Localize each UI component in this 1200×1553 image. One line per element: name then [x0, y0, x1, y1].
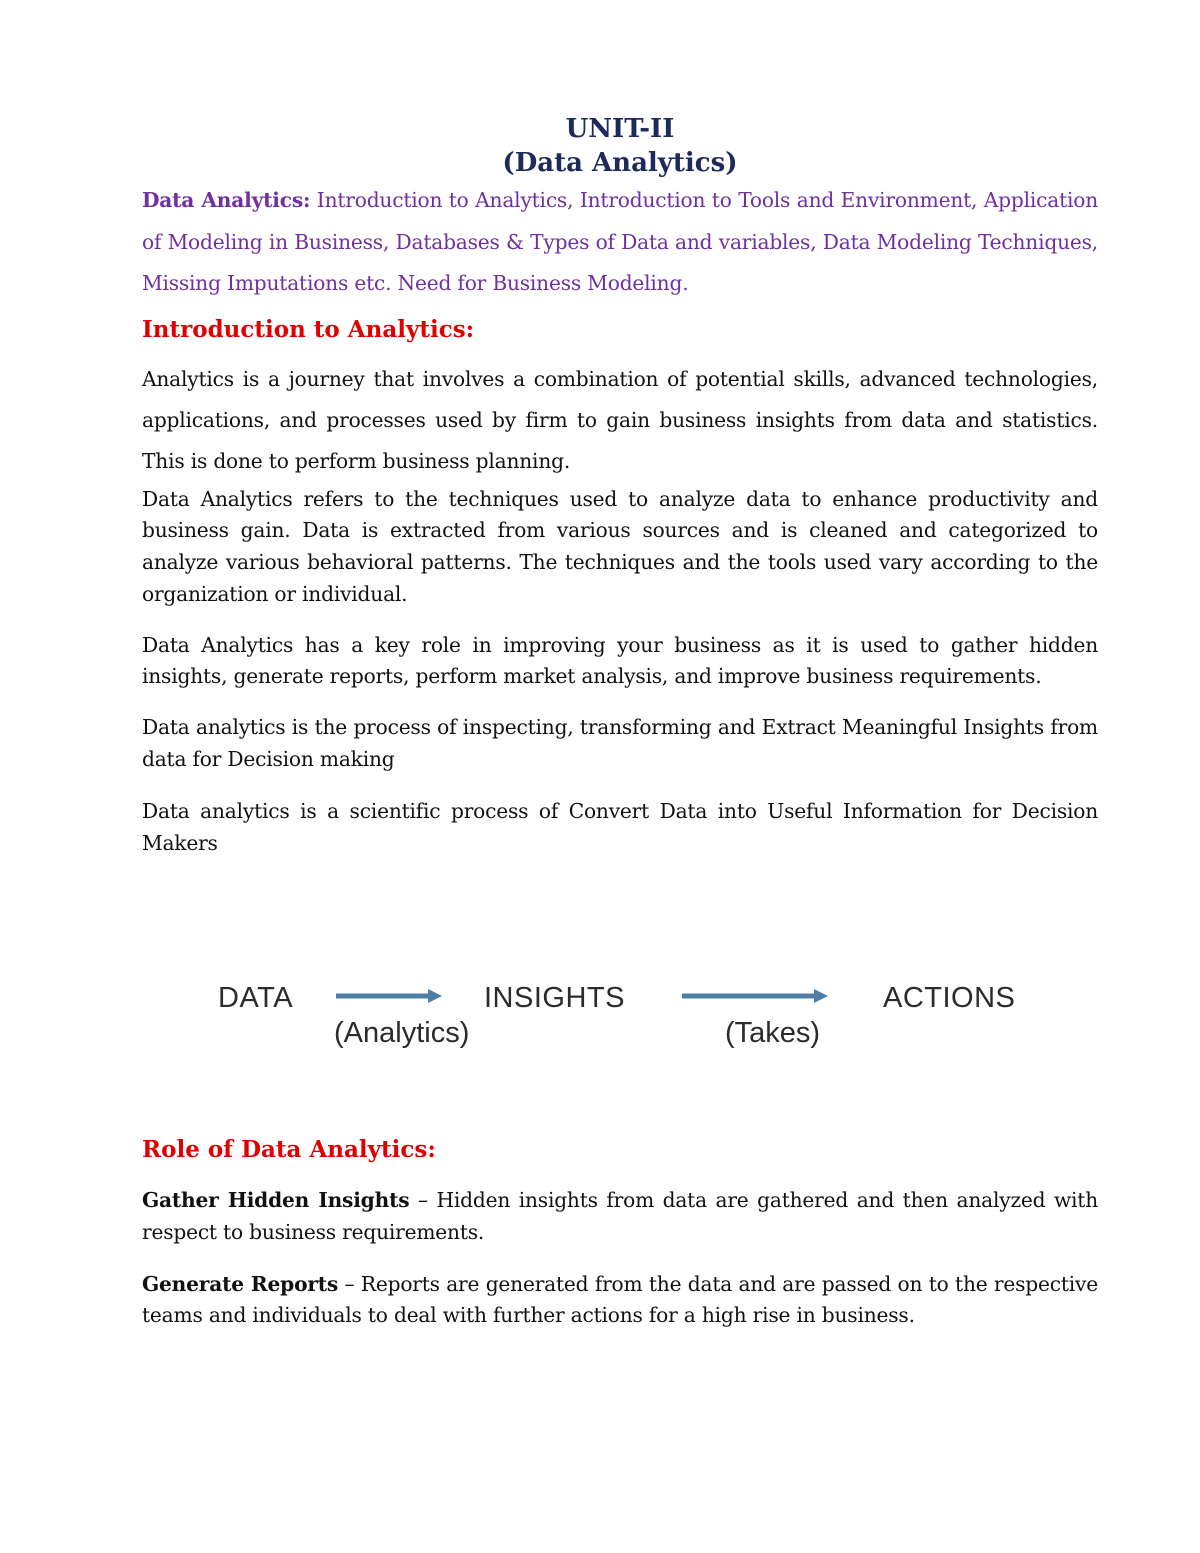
intro-heading: Introduction to Analytics: [142, 315, 475, 343]
role-sep: – [409, 1188, 437, 1212]
flow-arrow-1 [334, 986, 444, 1006]
flow-edge-analytics: (Analytics) [334, 1017, 470, 1049]
role-item-gather [142, 1185, 1098, 1249]
flow-arrow-2 [680, 986, 830, 1006]
topics-text: Introduction to Analytics, Introduction to Tools and Environment, Application of Modeling in Business, Databases & Types of Data and variables, Data Modeling Techniques, Missing Imputations etc. Need for Business Modeling. [142, 188, 1098, 295]
intro-paragraph-5: Data analytics is a scientific process of Convert Data into Useful Information for Decision Makers [142, 798, 1098, 855]
intro-paragraph-4: Data analytics is the process of inspecting, transforming and Extract Meaningful Insights from data for Decision making [142, 715, 1098, 772]
role-sep: – [338, 1271, 361, 1296]
role-heading: Role of Data Analytics: [142, 1136, 436, 1163]
topics-label: Data Analytics: [142, 188, 311, 212]
role-term: Generate Reports [142, 1271, 339, 1296]
unit-title: UNIT-II [565, 114, 675, 144]
topics-summary [142, 180, 1098, 305]
intro-paragraph-2: Data Analytics refers to the techniques used to analyze data to enhance productivity and business gain. Data is extracted from various sources and is cleaned and categorized to analyze various behavioral patterns. The techniques and the tools used vary according to the organization or individual. [142, 486, 1098, 606]
page-content [142, 112, 1098, 859]
role-item-reports [142, 1269, 1098, 1333]
flow-node-actions: ACTIONS [883, 982, 1016, 1014]
flow-node-data: DATA [218, 982, 294, 1014]
role-desc: Reports are generated from the data and are passed on to the respective teams and individuals to deal with further actions for a high rise in business. [142, 1271, 1098, 1328]
intro-paragraph-1: Analytics is a journey that involves a combination of potential skills, advanced technologies, applications, and processes used by firm to gain business insights from data and statistics. This is done to perform business planning. [142, 366, 1098, 473]
role-section [142, 1135, 1098, 1332]
analytics-flow-diagram [200, 970, 1040, 1060]
role-term: Gather Hidden Insights [142, 1188, 410, 1212]
flow-node-insights: INSIGHTS [484, 982, 625, 1014]
unit-subtitle: (Data Analytics) [502, 148, 738, 178]
role-desc: Hidden insights from data are gathered and then analyzed with respect to business requirements. [142, 1188, 1099, 1244]
intro-paragraph-3: Data Analytics has a key role in improving your business as it is used to gather hidden insights, generate reports, perform market analysis, and improve business requirements. [142, 632, 1098, 689]
flow-edge-takes: (Takes) [725, 1017, 821, 1049]
